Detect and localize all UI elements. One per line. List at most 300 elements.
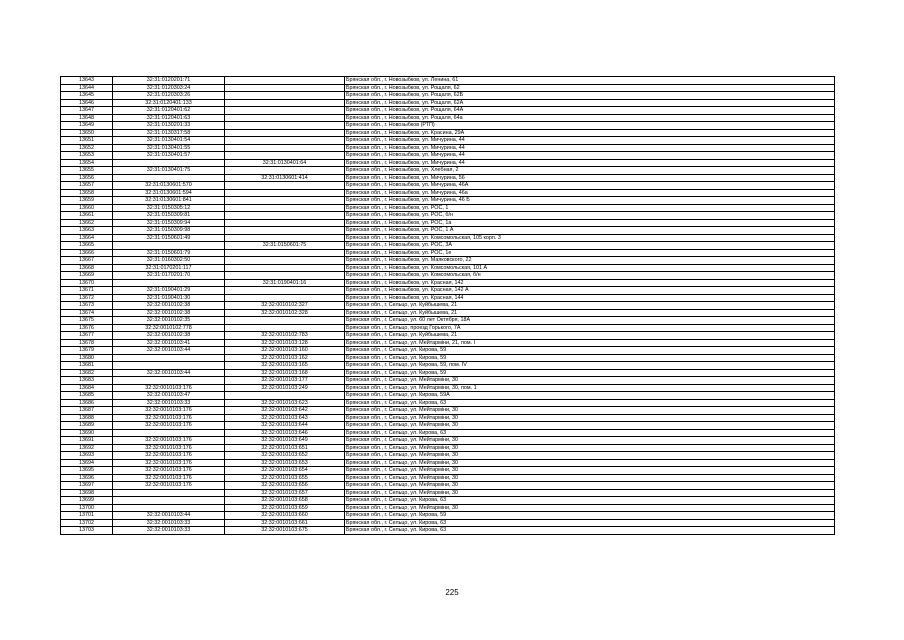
land-cadastral-number-cell: 32:31:0130201:33: [113, 122, 225, 130]
address-cell: Брянская обл., г. Новозыбков, ул. Маяковского, 22: [345, 257, 835, 265]
building-cadastral-number-cell: [225, 227, 345, 235]
table-row: [61, 444, 835, 452]
table-row: [61, 467, 835, 475]
building-cadastral-number-cell: [225, 144, 345, 152]
table-row: [61, 452, 835, 460]
land-cadastral-number-cell: [113, 497, 225, 505]
address-cell: Брянская обл., г. Новозыбков, ул. Рощаля, 62: [345, 84, 835, 92]
building-cadastral-number-cell: [225, 137, 345, 145]
building-cadastral-number-cell: [225, 257, 345, 265]
row-number-cell: 13687: [61, 407, 113, 415]
land-cadastral-number-cell: [113, 354, 225, 362]
building-cadastral-number-cell: 32:31:0190401:16: [225, 279, 345, 287]
row-number-cell: 13673: [61, 302, 113, 310]
building-cadastral-number-cell: 32:32:0010103:649: [225, 437, 345, 445]
row-number-cell: 13679: [61, 347, 113, 355]
land-cadastral-number-cell: 32:31:0130401:57: [113, 152, 225, 160]
row-number-cell: 13650: [61, 129, 113, 137]
row-number-cell: 13651: [61, 137, 113, 145]
table-row: [61, 84, 835, 92]
land-cadastral-number-cell: [113, 504, 225, 512]
row-number-cell: 13668: [61, 264, 113, 272]
building-cadastral-number-cell: 32:32:0010103:660: [225, 512, 345, 520]
building-cadastral-number-cell: 32:32:0010103:646: [225, 429, 345, 437]
building-cadastral-number-cell: [225, 249, 345, 257]
land-cadastral-number-cell: 32:31:0120303:26: [113, 92, 225, 100]
building-cadastral-number-cell: [225, 167, 345, 175]
land-cadastral-number-cell: 32:32:0010103:176: [113, 414, 225, 422]
land-cadastral-number-cell: [113, 429, 225, 437]
building-cadastral-number-cell: 32:32:0010103:249: [225, 384, 345, 392]
building-cadastral-number-cell: 32:32:0010102:328: [225, 309, 345, 317]
land-cadastral-number-cell: 32:32:0010102:35: [113, 317, 225, 325]
land-cadastral-number-cell: 32:32:0010103:176: [113, 467, 225, 475]
land-cadastral-number-cell: 32:32:0010103:176: [113, 459, 225, 467]
land-cadastral-number-cell: 32:32:0010102:38: [113, 302, 225, 310]
building-cadastral-number-cell: [225, 317, 345, 325]
address-cell: Брянская обл., г. Сельцо, ул. Мейтарміни, 30: [345, 407, 835, 415]
table-row: [61, 332, 835, 340]
row-number-cell: 13671: [61, 287, 113, 295]
address-cell: Брянская обл., г. Сельцо, ул. Кирова, 59А: [345, 392, 835, 400]
row-number-cell: 13643: [61, 77, 113, 85]
address-cell: Брянская обл., г. Сельцо, ул. Мейтарміни, 21, пом. I: [345, 339, 835, 347]
land-cadastral-number-cell: 32:31:0130401:75: [113, 167, 225, 175]
row-number-cell: 13656: [61, 174, 113, 182]
table-row: [61, 152, 835, 160]
land-cadastral-number-cell: 32:31:0150305:12: [113, 204, 225, 212]
table-row: [61, 339, 835, 347]
building-cadastral-number-cell: 32:32:0010103:160: [225, 347, 345, 355]
address-cell: Брянская обл., г. Новозыбков, ул. Мичурина, 46 Б: [345, 197, 835, 205]
address-cell: Брянская обл., г. Сельцо, ул. Кирова, 63: [345, 497, 835, 505]
row-number-cell: 13661: [61, 212, 113, 220]
table-row: [61, 302, 835, 310]
building-cadastral-number-cell: [225, 182, 345, 190]
address-cell: Брянская обл., г. Сельцо, ул. Мейтарміни, 30: [345, 482, 835, 490]
table-row: [61, 459, 835, 467]
table-row: [61, 242, 835, 250]
address-cell: Брянская обл., г. Сельцо, ул. Мейтарміни, 30: [345, 467, 835, 475]
land-cadastral-number-cell: 32:31:0150601:79: [113, 249, 225, 257]
table-row: [61, 167, 835, 175]
row-number-cell: 13662: [61, 219, 113, 227]
building-cadastral-number-cell: [225, 264, 345, 272]
address-cell: Брянская обл., г. Новозыбков, ул. Мичурина, 44: [345, 159, 835, 167]
row-number-cell: 13665: [61, 242, 113, 250]
address-cell: Брянская обл., г. Новозыбков, ул. Хлебная, 2: [345, 167, 835, 175]
address-cell: Брянская обл., г. Сельцо, ул. Кирова, 59: [345, 347, 835, 355]
land-cadastral-number-cell: [113, 377, 225, 385]
address-cell: Брянская обл., г. Новозыбков, ул. РОС, 1а: [345, 219, 835, 227]
land-cadastral-number-cell: 32:31:0130601:570: [113, 182, 225, 190]
land-cadastral-number-cell: 32:32:0010103:33: [113, 399, 225, 407]
row-number-cell: 13669: [61, 272, 113, 280]
address-cell: Брянская обл., г. Сельцо, ул. Мейтарміни, 30: [345, 452, 835, 460]
address-cell: Брянская обл., г. Сельцо, ул. Мейтарміни, 30: [345, 489, 835, 497]
building-cadastral-number-cell: [225, 84, 345, 92]
land-cadastral-number-cell: 32:31:0150309:94: [113, 219, 225, 227]
row-number-cell: 13663: [61, 227, 113, 235]
address-cell: Брянская обл., г. Новозыбков (РТП): [345, 122, 835, 130]
land-cadastral-number-cell: 32:32:0010102:38: [113, 332, 225, 340]
land-cadastral-number-cell: 32:32:0010102:778: [113, 324, 225, 332]
table-row: [61, 122, 835, 130]
building-cadastral-number-cell: 32:32:0010103:644: [225, 422, 345, 430]
address-cell: Брянская обл., г. Новозыбков, ул. РОС, 3А: [345, 242, 835, 250]
address-cell: Брянская обл., г. Новозыбков, ул. РОС, 1е: [345, 249, 835, 257]
land-cadastral-number-cell: 32:32:0010103:176: [113, 482, 225, 490]
row-number-cell: 13683: [61, 377, 113, 385]
address-cell: Брянская обл., г. Новозыбков, ул. Комсомольская, 101 А: [345, 264, 835, 272]
table-row: [61, 527, 835, 535]
table-row: [61, 249, 835, 257]
address-cell: Брянская обл., г. Сельцо, проезд Горького, 7А: [345, 324, 835, 332]
table-row: [61, 392, 835, 400]
table-row: [61, 107, 835, 115]
building-cadastral-number-cell: [225, 204, 345, 212]
address-cell: Брянская обл., г. Сельцо, ул. Кирова, 63: [345, 527, 835, 535]
table-row: [61, 294, 835, 302]
table-row: [61, 437, 835, 445]
row-number-cell: 13672: [61, 294, 113, 302]
address-cell: Брянская обл., г. Новозыбков, ул. Рощаля, 62Б: [345, 92, 835, 100]
land-cadastral-number-cell: [113, 159, 225, 167]
table-row: [61, 219, 835, 227]
land-cadastral-number-cell: [113, 279, 225, 287]
land-cadastral-number-cell: 32:31:0150601:49: [113, 234, 225, 242]
land-cadastral-number-cell: 32:31:0150309:81: [113, 212, 225, 220]
row-number-cell: 13645: [61, 92, 113, 100]
land-cadastral-number-cell: 32:31:0120401:63: [113, 114, 225, 122]
address-cell: Брянская обл., г. Сельцо, ул. Мейтарміни, 30: [345, 444, 835, 452]
land-cadastral-number-cell: 32:31:0130317:58: [113, 129, 225, 137]
land-cadastral-number-cell: 32:32:0010103:33: [113, 519, 225, 527]
table-row: [61, 354, 835, 362]
table-row: [61, 264, 835, 272]
row-number-cell: 13649: [61, 122, 113, 130]
building-cadastral-number-cell: 32:32:0010103:165: [225, 362, 345, 370]
building-cadastral-number-cell: 32:32:0010103:177: [225, 377, 345, 385]
building-cadastral-number-cell: [225, 122, 345, 130]
row-number-cell: 13647: [61, 107, 113, 115]
row-number-cell: 13685: [61, 392, 113, 400]
table-row: [61, 279, 835, 287]
building-cadastral-number-cell: [225, 234, 345, 242]
table-row: [61, 519, 835, 527]
building-cadastral-number-cell: [225, 294, 345, 302]
address-cell: Брянская обл., г. Новозыбков, ул. Ленина, 61: [345, 77, 835, 85]
table-row: [61, 489, 835, 497]
land-cadastral-number-cell: 32:32:0010103:41: [113, 339, 225, 347]
address-cell: Брянская обл., г. Сельцо, ул. Кирова, 59, пом. IV: [345, 362, 835, 370]
land-cadastral-number-cell: [113, 174, 225, 182]
row-number-cell: 13664: [61, 234, 113, 242]
address-cell: Брянская обл., г. Новозыбков, ул. Красная, 144: [345, 294, 835, 302]
building-cadastral-number-cell: 32:32:0010103:661: [225, 519, 345, 527]
building-cadastral-number-cell: 32:32:0010103:657: [225, 489, 345, 497]
address-cell: Брянская обл., г. Новозыбков, ул. Мичурина, 44: [345, 137, 835, 145]
address-cell: Брянская обл., г. Сельцо, ул. Куйбышева, 21: [345, 302, 835, 310]
land-cadastral-number-cell: 32:32:0010103:176: [113, 452, 225, 460]
table-row: [61, 482, 835, 490]
building-cadastral-number-cell: [225, 189, 345, 197]
table-row: [61, 317, 835, 325]
address-cell: Брянская обл., г. Сельцо, ул. Мейтарміни, 30: [345, 422, 835, 430]
building-cadastral-number-cell: [225, 324, 345, 332]
row-number-cell: 13652: [61, 144, 113, 152]
building-cadastral-number-cell: [225, 99, 345, 107]
land-cadastral-number-cell: 32:31:0130401:54: [113, 137, 225, 145]
table-row: [61, 92, 835, 100]
address-cell: Брянская обл., г. Сельцо, ул. Кирова, 59: [345, 354, 835, 362]
building-cadastral-number-cell: 32:32:0010103:654: [225, 467, 345, 475]
table-row: [61, 407, 835, 415]
row-number-cell: 13703: [61, 527, 113, 535]
address-cell: Брянская обл., г. Сельцо, ул. Мейтарміни, 30: [345, 414, 835, 422]
table-row: [61, 377, 835, 385]
table-row: [61, 362, 835, 370]
row-number-cell: 13654: [61, 159, 113, 167]
table-row: [61, 174, 835, 182]
address-cell: Брянская обл., г. Сельцо, ул. Мейтарміни, 30: [345, 437, 835, 445]
building-cadastral-number-cell: 32:31:0150601:75: [225, 242, 345, 250]
row-number-cell: 13695: [61, 467, 113, 475]
row-number-cell: 13702: [61, 519, 113, 527]
table-row: [61, 474, 835, 482]
address-cell: Брянская обл., г. Новозыбков, ул. Мичурина, 44: [345, 144, 835, 152]
building-cadastral-number-cell: [225, 212, 345, 220]
land-cadastral-number-cell: 32:31:0150309:98: [113, 227, 225, 235]
address-cell: Брянская обл., г. Сельцо, ул. Куйбышева, 21: [345, 309, 835, 317]
address-cell: Брянская обл., г. Сельцо, ул. Кирова, 59: [345, 512, 835, 520]
land-cadastral-number-cell: 32:32:0010102:38: [113, 309, 225, 317]
building-cadastral-number-cell: [225, 92, 345, 100]
row-number-cell: 13698: [61, 489, 113, 497]
building-cadastral-number-cell: [225, 152, 345, 160]
table-row: [61, 234, 835, 242]
address-cell: Брянская обл., г. Новозыбков, ул. Мичурина, 56: [345, 174, 835, 182]
land-cadastral-number-cell: 32:32:0010103:44: [113, 347, 225, 355]
address-cell: Брянская обл., г. Сельцо, ул. 60 лет Октября, 18А: [345, 317, 835, 325]
building-cadastral-number-cell: [225, 129, 345, 137]
row-number-cell: 13658: [61, 189, 113, 197]
building-cadastral-number-cell: 32:32:0010103:128: [225, 339, 345, 347]
address-cell: Брянская обл., г. Новозыбков, ул. Мичурина, 44: [345, 152, 835, 160]
row-number-cell: 13676: [61, 324, 113, 332]
address-cell: Брянская обл., г. Сельцо, ул. Мейтарміни, 30: [345, 459, 835, 467]
address-cell: Брянская обл., г. Новозыбков, ул. Комсомольская, 105 корп. 3: [345, 234, 835, 242]
row-number-cell: 13670: [61, 279, 113, 287]
table-row: [61, 227, 835, 235]
row-number-cell: 13691: [61, 437, 113, 445]
row-number-cell: 13646: [61, 99, 113, 107]
land-cadastral-number-cell: 32:32:0010103:176: [113, 437, 225, 445]
address-cell: Брянская обл., г. Новозыбков, ул. Рощаля, 64а: [345, 114, 835, 122]
table-row: [61, 99, 835, 107]
address-cell: Брянская обл., г. Сельцо, ул. Кирова, 59: [345, 369, 835, 377]
row-number-cell: 13692: [61, 444, 113, 452]
table-row: [61, 309, 835, 317]
row-number-cell: 13682: [61, 369, 113, 377]
row-number-cell: 13694: [61, 459, 113, 467]
land-cadastral-number-cell: [113, 362, 225, 370]
building-cadastral-number-cell: [225, 114, 345, 122]
land-cadastral-number-cell: 32:32:0010103:176: [113, 422, 225, 430]
building-cadastral-number-cell: [225, 287, 345, 295]
building-cadastral-number-cell: [225, 107, 345, 115]
row-number-cell: 13701: [61, 512, 113, 520]
table-row: [61, 129, 835, 137]
building-cadastral-number-cell: 32:31:0130601:414: [225, 174, 345, 182]
row-number-cell: 13681: [61, 362, 113, 370]
row-number-cell: 13648: [61, 114, 113, 122]
table-row: [61, 272, 835, 280]
land-cadastral-number-cell: 32:31:0190401:29: [113, 287, 225, 295]
table-row: [61, 414, 835, 422]
row-number-cell: 13700: [61, 504, 113, 512]
building-cadastral-number-cell: 32:32:0010103:653: [225, 459, 345, 467]
land-cadastral-number-cell: 32:31:0130601:594: [113, 189, 225, 197]
table-row: [61, 422, 835, 430]
building-cadastral-number-cell: 32:32:0010103:655: [225, 474, 345, 482]
land-cadastral-number-cell: [113, 242, 225, 250]
building-cadastral-number-cell: 32:32:0010103:642: [225, 407, 345, 415]
row-number-cell: 13653: [61, 152, 113, 160]
table-row: [61, 114, 835, 122]
row-number-cell: 13690: [61, 429, 113, 437]
address-cell: Брянская обл., г. Новозыбков, ул. Мичурина, 46а: [345, 189, 835, 197]
address-cell: Брянская обл., г. Сельцо, ул. Мейтарміни, 30: [345, 504, 835, 512]
land-cadastral-number-cell: 32:31:0120401:62: [113, 107, 225, 115]
building-cadastral-number-cell: [225, 219, 345, 227]
table-row: [61, 257, 835, 265]
row-number-cell: 13666: [61, 249, 113, 257]
table-row: [61, 504, 835, 512]
address-cell: Брянская обл., г. Сельцо, ул. Кирова, 63: [345, 429, 835, 437]
page-number: 225: [445, 588, 459, 597]
address-cell: Брянская обл., г. Сельцо, ул. Мейтарміни, 30, пом. 1: [345, 384, 835, 392]
building-cadastral-number-cell: 32:32:0010103:162: [225, 354, 345, 362]
row-number-cell: 13675: [61, 317, 113, 325]
row-number-cell: 13659: [61, 197, 113, 205]
table-row: [61, 212, 835, 220]
building-cadastral-number-cell: [225, 392, 345, 400]
address-cell: Брянская обл., г. Новозыбков, ул. РОС, 1: [345, 204, 835, 212]
building-cadastral-number-cell: 32:32:0010103:643: [225, 414, 345, 422]
table-row: [61, 197, 835, 205]
row-number-cell: 13696: [61, 474, 113, 482]
land-cadastral-number-cell: 32:31:0120201:71: [113, 77, 225, 85]
land-cadastral-number-cell: 32:32:0010103:176: [113, 474, 225, 482]
row-number-cell: 13644: [61, 84, 113, 92]
row-number-cell: 13677: [61, 332, 113, 340]
table-row: [61, 324, 835, 332]
building-cadastral-number-cell: 32:32:0010102:783: [225, 332, 345, 340]
table-row: [61, 77, 835, 85]
address-cell: Брянская обл., г. Новозыбков, ул. Красина, 29А: [345, 129, 835, 137]
address-cell: Брянская обл., г. Сельцо, ул. Куйбышева, 21: [345, 332, 835, 340]
land-cadastral-number-cell: 32:31:0120401:133: [113, 99, 225, 107]
row-number-cell: 13678: [61, 339, 113, 347]
address-cell: Брянская обл., г. Сельцо, ул. Кирова, 63: [345, 519, 835, 527]
address-cell: Брянская обл., г. Новозыбков, ул. Красная, 142: [345, 279, 835, 287]
row-number-cell: 13688: [61, 414, 113, 422]
address-cell: Брянская обл., г. Новозыбков, ул. Мичурина, 46А: [345, 182, 835, 190]
address-cell: Брянская обл., г. Сельцо, ул. Кирова, 63: [345, 399, 835, 407]
row-number-cell: 13680: [61, 354, 113, 362]
row-number-cell: 13699: [61, 497, 113, 505]
building-cadastral-number-cell: 32:32:0010103:623: [225, 399, 345, 407]
building-cadastral-number-cell: 32:32:0010103:656: [225, 482, 345, 490]
row-number-cell: 13689: [61, 422, 113, 430]
land-cadastral-number-cell: 32:32:0010103:44: [113, 369, 225, 377]
table-row: [61, 369, 835, 377]
row-number-cell: 13660: [61, 204, 113, 212]
land-cadastral-number-cell: 32:32:0010103:44: [113, 512, 225, 520]
land-cadastral-number-cell: 32:31:0190401:30: [113, 294, 225, 302]
land-cadastral-number-cell: 32:31:0130601:841: [113, 197, 225, 205]
table-row: [61, 189, 835, 197]
row-number-cell: 13667: [61, 257, 113, 265]
table-row: [61, 384, 835, 392]
land-cadastral-number-cell: 32:32:0010103:176: [113, 407, 225, 415]
building-cadastral-number-cell: 32:32:0010102:327: [225, 302, 345, 310]
table-row: [61, 204, 835, 212]
land-cadastral-number-cell: 32:31:0130401:55: [113, 144, 225, 152]
table-row: [61, 512, 835, 520]
table-row: [61, 159, 835, 167]
address-cell: Брянская обл., г. Новозыбков, ул. Рощаля, 64А: [345, 107, 835, 115]
address-cell: Брянская обл., г. Новозыбков, ул. Рощаля, 62А: [345, 99, 835, 107]
table-row: [61, 287, 835, 295]
address-cell: Брянская обл., г. Новозыбков, ул. Комсомольская, б/н: [345, 272, 835, 280]
land-cadastral-number-cell: 32:31:0160302:50: [113, 257, 225, 265]
building-cadastral-number-cell: 32:32:0010103:652: [225, 452, 345, 460]
land-cadastral-number-cell: 32:31:0120303:24: [113, 84, 225, 92]
land-cadastral-number-cell: 32:32:0010103:176: [113, 384, 225, 392]
row-number-cell: 13655: [61, 167, 113, 175]
land-cadastral-number-cell: 32:31:0170201:117: [113, 264, 225, 272]
table-row: [61, 347, 835, 355]
address-cell: Брянская обл., г. Новозыбков, ул. РОС, 1 А: [345, 227, 835, 235]
row-number-cell: 13686: [61, 399, 113, 407]
building-cadastral-number-cell: 32:32:0010103:658: [225, 497, 345, 505]
table-row: [61, 182, 835, 190]
cadastral-table-body: [61, 77, 835, 535]
row-number-cell: 13674: [61, 309, 113, 317]
building-cadastral-number-cell: 32:31:0130401:64: [225, 159, 345, 167]
land-cadastral-number-cell: [113, 489, 225, 497]
row-number-cell: 13693: [61, 452, 113, 460]
table-row: [61, 429, 835, 437]
row-number-cell: 13684: [61, 384, 113, 392]
building-cadastral-number-cell: [225, 272, 345, 280]
row-number-cell: 13657: [61, 182, 113, 190]
building-cadastral-number-cell: [225, 77, 345, 85]
building-cadastral-number-cell: 32:32:0010103:651: [225, 444, 345, 452]
table-row: [61, 497, 835, 505]
table-row: [61, 399, 835, 407]
building-cadastral-number-cell: [225, 197, 345, 205]
address-cell: Брянская обл., г. Новозыбков, ул. РОС, б/н: [345, 212, 835, 220]
address-cell: Брянская обл., г. Сельцо, ул. Мейтарміни, 30: [345, 474, 835, 482]
address-cell: Брянская обл., г. Сельцо, ул. Мейтарміни, 30: [345, 377, 835, 385]
building-cadastral-number-cell: 32:32:0010103:659: [225, 504, 345, 512]
table-row: [61, 137, 835, 145]
land-cadastral-number-cell: 32:32:0010103:33: [113, 527, 225, 535]
building-cadastral-number-cell: 32:32:0010103:168: [225, 369, 345, 377]
